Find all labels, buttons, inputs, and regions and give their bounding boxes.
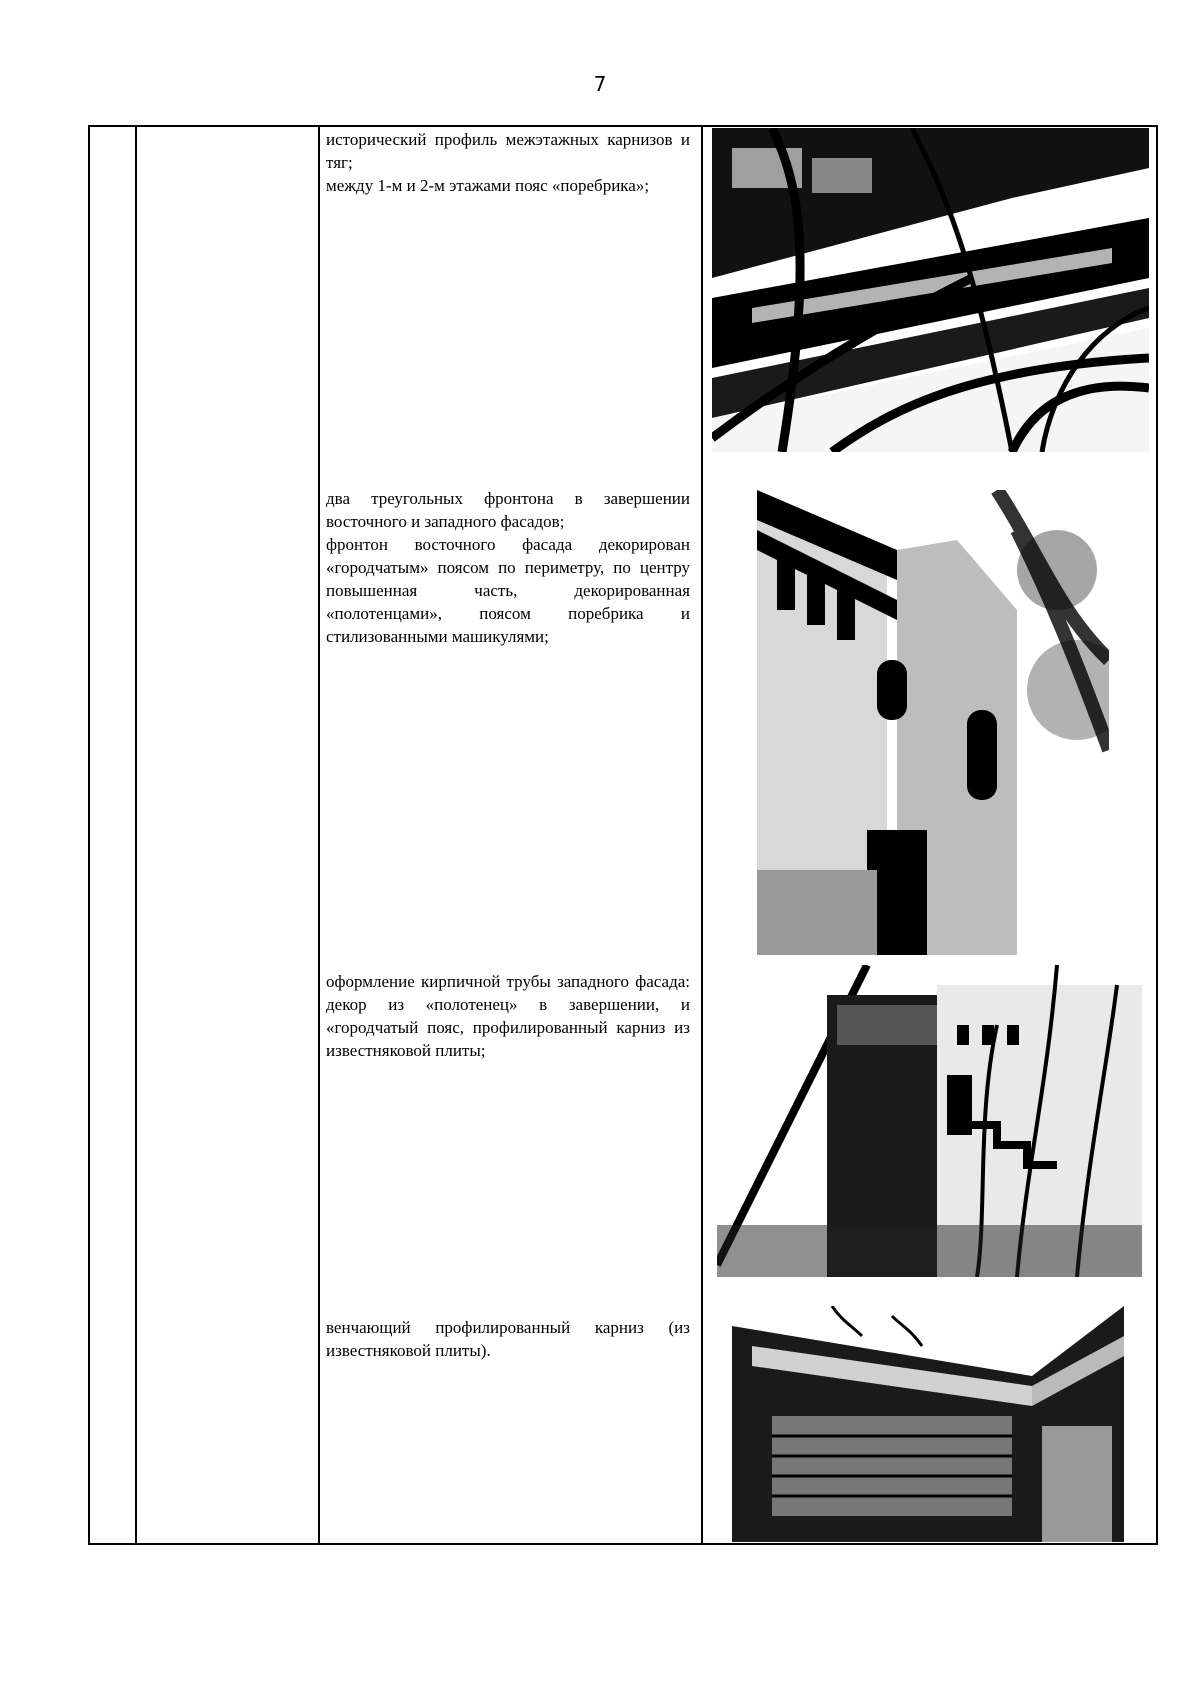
photo-chimney-icon [717, 965, 1142, 1277]
row-2-line-2: фронтон восточного фасада декорирован «городчатым» поясом по периметру, по центру повышенная часть, декорированная «полотенцами», поясом поребрика и стилизованными машикулями; [326, 535, 690, 646]
row-2-line-1: два треугольных фронтона в завершении восточного и западного фасадов; [326, 489, 690, 531]
column-divider [701, 127, 703, 1543]
row-4-text [326, 1316, 690, 1362]
column-divider [318, 127, 320, 1543]
row-3-text [326, 970, 690, 1062]
row-2-text [326, 487, 690, 648]
column-divider [135, 127, 137, 1543]
page-number: 7 [593, 72, 607, 96]
photo-pediment-icon [757, 490, 1109, 955]
row-1-text [326, 128, 690, 197]
row-4-line-1: венчающий профилированный карниз (из известняковой плиты). [326, 1318, 690, 1360]
photo-cornice-icon [712, 128, 1149, 452]
row-1-line-2: между 1-м и 2-м этажами пояс «поребрика»; [326, 176, 650, 195]
row-1-line-1: исторический профиль межэтажных карнизов и тяг; [326, 130, 690, 172]
photo-crowning-cornice-icon [732, 1306, 1124, 1542]
row-3-line-1: оформление кирпичной трубы западного фасада: декор из «полотенец» в завершении, и «городчатый пояс, профилированный карниз из известняковой плиты; [326, 972, 690, 1060]
